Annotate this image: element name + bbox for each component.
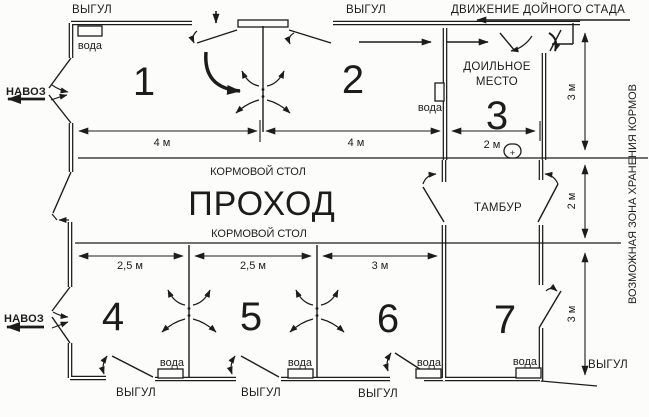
swing-arrow-icon — [511, 36, 532, 51]
water-trough — [78, 26, 102, 36]
water-label: вода — [417, 102, 443, 114]
swing-arrow-icon — [231, 356, 235, 374]
section-6-label: 6 — [376, 297, 400, 341]
section-7-label: 7 — [493, 298, 517, 342]
dim-bottom-2: 2,5 м — [240, 260, 266, 272]
funnel-arrow-icon — [53, 312, 68, 317]
water-trough — [158, 369, 183, 378]
water-label: вода — [416, 357, 442, 369]
gate-leaf — [238, 20, 288, 27]
milking-place-label-line2: МЕСТО — [475, 76, 519, 88]
funnel-arrow-icon — [52, 322, 68, 328]
water-trough — [435, 83, 444, 101]
water-label: вода — [159, 357, 185, 369]
swing-arrow-icon — [193, 31, 197, 43]
paddock-label-bottom-2: ВЫГУЛ — [240, 387, 282, 399]
water-trough — [416, 369, 441, 378]
herd-movement-label: ДВИЖЕНИЕ ДОЙНОГО СТАДА — [450, 4, 626, 16]
funnel-arrow-icon — [51, 95, 67, 100]
water-trough — [516, 368, 541, 378]
manure-label-top: НАВОЗ — [5, 86, 47, 98]
swing-arrow-icon — [289, 33, 294, 44]
swing-arrow-icon — [546, 289, 557, 292]
milking-unit-mark: + — [509, 148, 516, 158]
paddock-label-top-left: ВЫГУЛ — [71, 4, 113, 16]
funnel-arrow-icon — [52, 85, 68, 92]
feed-storage-zone-label: ВОЗМОЖНАЯ ЗОНА ХРАНЕНИЯ КОРМОВ — [627, 83, 639, 305]
milking-unit-icon — [504, 144, 521, 158]
dim-bottom-1: 2,5 м — [117, 260, 143, 272]
manure-label-bottom: НАВОЗ — [3, 313, 45, 325]
section-4-label: 4 — [101, 295, 125, 339]
section-1-label: 1 — [132, 60, 156, 104]
flow-arrows — [7, 11, 630, 327]
dim-top-2: 4 м — [347, 137, 365, 149]
paddock-label-right: ВЫГУЛ — [587, 359, 629, 371]
dim-right-1: 3 м — [566, 83, 578, 101]
paddock-label-bottom-3: ВЫГУЛ — [357, 388, 399, 400]
dim-right-3: 3 м — [566, 305, 578, 323]
tambour-label: ТАМБУР — [474, 202, 522, 214]
water-label: вода — [77, 40, 103, 52]
paddock-label-bottom-1: ВЫГУЛ — [115, 387, 157, 399]
paddock-label-top-right: ВЫГУЛ — [345, 4, 387, 16]
dim-top-3: 2 м — [483, 139, 501, 151]
swing-arrow-icon — [387, 353, 391, 371]
swing-arrow-icon — [549, 33, 556, 51]
section-3-label: 3 — [485, 94, 509, 138]
herd-turn-arrow-icon — [206, 52, 240, 91]
feed-table-lines — [75, 158, 648, 243]
water-trough — [288, 369, 313, 378]
section-2-label: 2 — [341, 58, 365, 102]
water-label: вода — [287, 357, 313, 369]
feed-table-label-bottom: КОРМОВОЙ СТОЛ — [211, 228, 307, 240]
swing-arrow-icon — [103, 356, 107, 374]
section-5-label: 5 — [239, 295, 263, 339]
feed-table-label-top: КОРМОВОЙ СТОЛ — [210, 166, 306, 178]
water-label: вода — [512, 356, 538, 368]
swing-arrow-icon — [423, 174, 436, 184]
dim-top-1: 4 м — [153, 137, 171, 149]
dim-right-2: 2 м — [566, 192, 578, 210]
swing-arrow-icon — [545, 174, 558, 184]
dim-bottom-3: 3 м — [371, 260, 389, 272]
passage-label: ПРОХОД — [188, 185, 336, 223]
milking-place-label-line1: ДОИЛЬНОЕ — [463, 61, 531, 73]
